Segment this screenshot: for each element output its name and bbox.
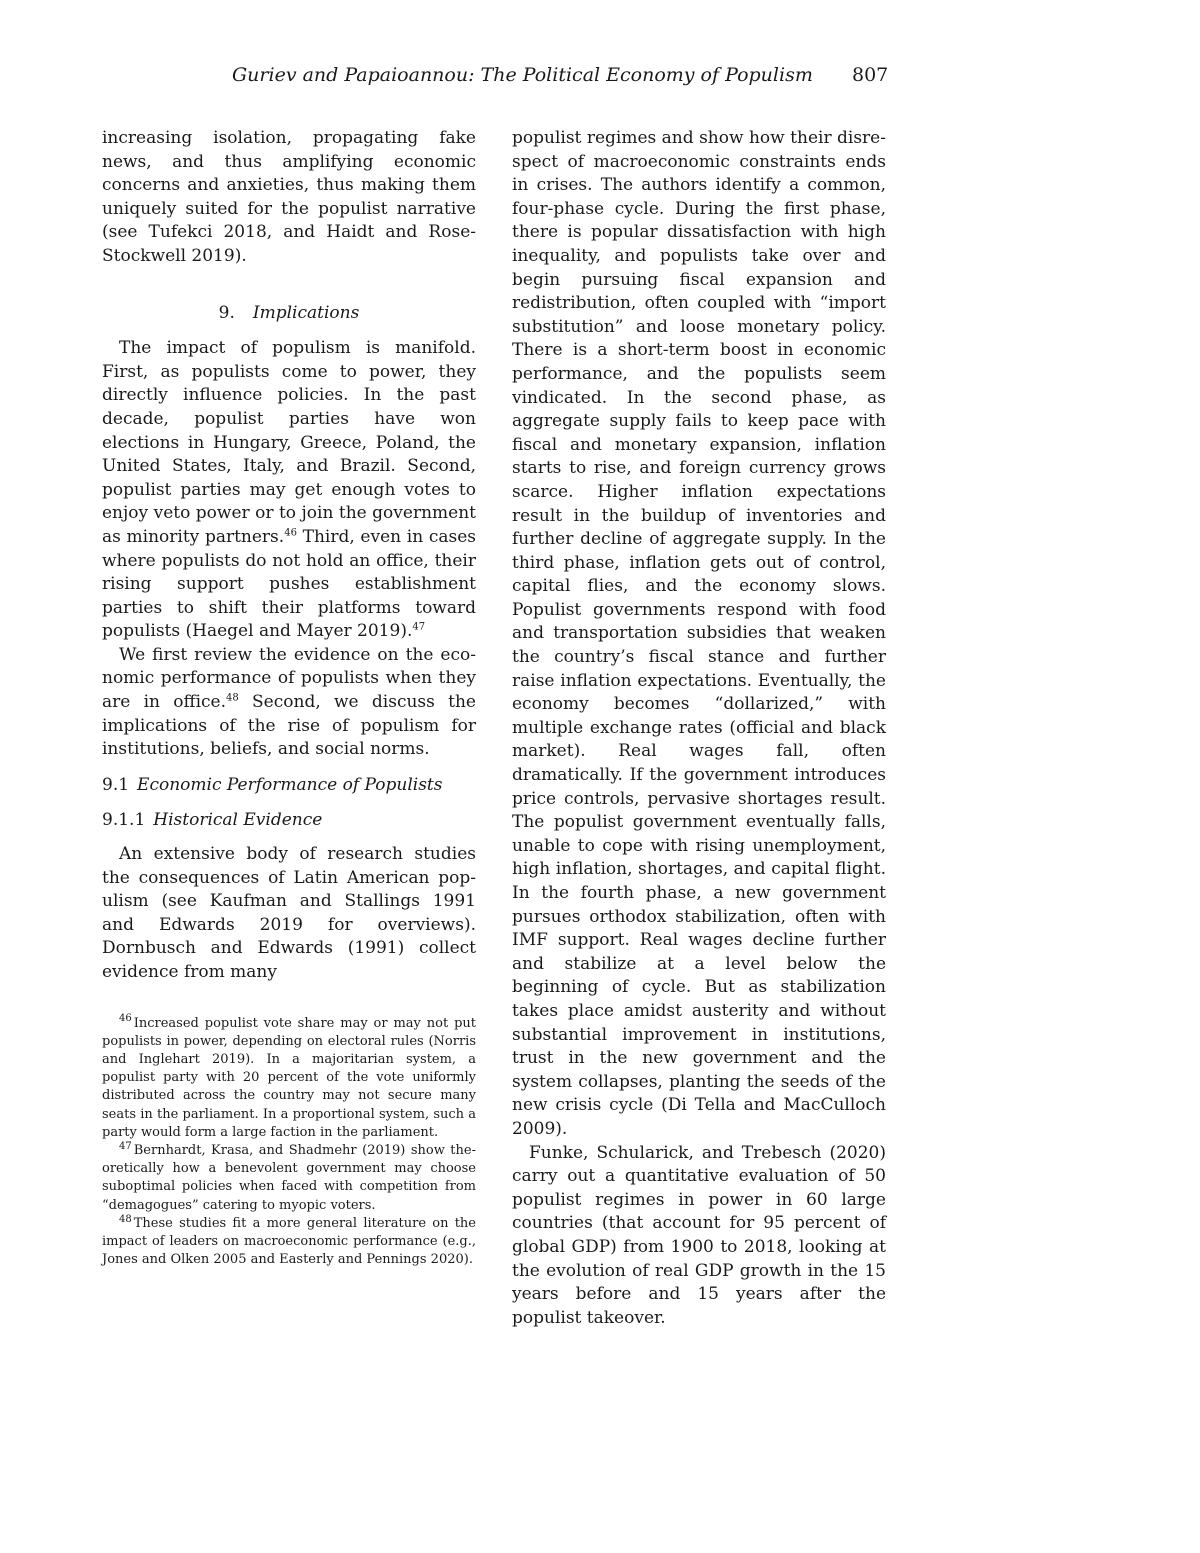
- section-number: 9.: [218, 302, 235, 323]
- paragraph: An extensive body of research studies the consequences of Latin American populism (see Kaufman and Stallings 1991 and Edwards 2019 for overviews). Dornbusch and Edwards (1991) collect evidence from many: [102, 844, 476, 982]
- footnotes: [102, 1015, 476, 1270]
- section-heading: [102, 302, 476, 326]
- footnote-number: 46: [119, 1013, 132, 1025]
- paragraph-continued: increasing isolation, propagating fake news, and thus amplifying economic concerns and anxieties, thus making them uniquely suited for the populist narrative (see Tufekci 2018, and Haidt and Rose-Stockwell 2019).: [102, 128, 476, 266]
- footnote-ref[interactable]: 47: [412, 621, 426, 633]
- subsubsection-heading: [102, 809, 476, 833]
- footnote-ref[interactable]: 48: [226, 692, 239, 704]
- right-column: [512, 127, 886, 1330]
- paragraph: [102, 337, 476, 644]
- footnote-text: Increased populist vote share may or may not put populists in power, depending on electoral rules (Norris and Inglehart 2019). In a majoritarian system, a populist party with 20 percent of the vote uniformly distributed across the country may not secure many seats in the parliament. In a proportional system, such a party would form a large faction in the parliament.: [102, 1015, 476, 1140]
- paragraph: [102, 644, 476, 762]
- paragraph-text: Third, even in cases where populists do not hold an office, their rising support pushes establishment parties to shift their platforms toward populists (Haegel and Mayer 2019).: [102, 526, 476, 642]
- page-number: 807: [852, 64, 889, 86]
- footnote-ref[interactable]: 46: [284, 527, 297, 539]
- footnote: [102, 1015, 476, 1142]
- footnote: [102, 1142, 476, 1215]
- subsubsection-number: 9.1.1: [102, 810, 146, 831]
- paragraph-text: The impact of populism is manifold. First, as populists come to power, they directly influence policies. In the past decade, populist parties have won elections in Hungary, Greece, Poland, the United States, Italy, and Brazil. Second, populist parties may get enough votes to enjoy veto power or to join the government as minority partners.: [102, 338, 476, 547]
- paragraph: Funke, Schularick, and Trebesch (2020) carry out a quantitative evaluation of 50 populist regimes in power in 60 large countries (that account for 95 percent of global GDP) from 1900 to 2018, looking at the evolution of real GDP growth in the 15 years before and 15 years after the populist takeover.: [512, 1142, 886, 1328]
- subsection-heading: [102, 774, 476, 798]
- footnote-number: 48: [119, 1213, 132, 1225]
- subsection-title: Economic Performance of Populists: [137, 774, 443, 795]
- footnote: [102, 1215, 476, 1270]
- footnote-text: Bernhardt, Krasa, and Shadmehr (2019) show theoretically how a benevolent government may choose suboptimal policies when faced with competition from “demagogues” catering to myopic voters.: [102, 1143, 476, 1213]
- subsubsection-title: Historical Evidence: [153, 810, 323, 831]
- left-column: [102, 127, 476, 1269]
- section-title: Implications: [252, 302, 360, 323]
- paragraph-text: We first review the evidence on the economic performance of populists when they are in office.: [102, 644, 476, 713]
- footnote-text: These studies fit a more general literature on the impact of leaders on macroeconomic performance (e.g., Jones and Olken 2005 and Easterly and Pennings 2020).: [102, 1215, 476, 1268]
- running-title: Guriev and Papaioannou: The Political Economy of Populism: [232, 64, 813, 86]
- paragraph-continued: populist regimes and show how their disrespect of macroeconomic constraints ends in crises. The authors identify a common, four-phase cycle. During the first phase, there is popular dissatisfaction with high inequality, and populists take over and begin pursuing fiscal expansion and redistribution, often coupled with “import substitution” and loose monetary policy. There is a short-term boost in economic performance, and the populists seem vindicated. In the second phase, as aggregate supply fails to keep pace with fiscal and monetary expansion, inflation starts to rise, and foreign currency grows scarce. Higher inflation expectations result in the buildup of inventories and further decline of aggregate supply. In the third phase, inflation gets out of control, capital flies, and the economy slows. Populist governments respond with food and transportation subsidies that weaken the country’s fiscal stance and further raise inflation expectations. Eventually, the economy becomes “dollarized,” with multiple exchange rates (official and black market). Real wages fall, often dramatically. If the government introduces price controls, pervasive shortages result. The populist government eventually falls, unable to cope with rising unemployment, high inflation, shortages, and capital flight. In the fourth phase, a new government pursues orthodox stabilization, often with IMF support. Real wages decline further and stabilize at a level below the beginning of cycle. But as stabilization takes place amidst austerity and without substantial improvement in institutions, trust in the new government and the system collapses, planting the seeds of the new crisis cycle (Di Tella and MacCulloch 2009).: [512, 128, 886, 1139]
- footnote-number: 47: [119, 1140, 132, 1152]
- subsection-number: 9.1: [102, 774, 130, 795]
- paragraph-text: Second, we discuss the implications of the rise of populism for institutions, beliefs, and social norms.: [102, 692, 476, 760]
